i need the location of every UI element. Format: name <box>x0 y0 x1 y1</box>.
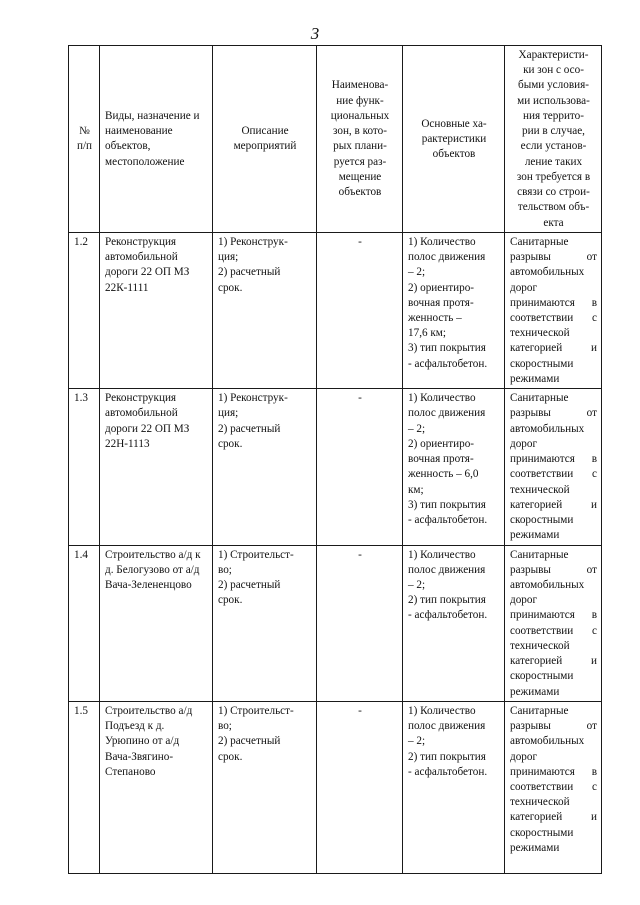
row-measures: 1) Строительст- во; 2) расчетный срок. <box>213 545 317 701</box>
row-number: 1.3 <box>69 389 100 545</box>
row-object: Реконструкция автомобильной дороги 22 ОП МЗ 22К-1111 <box>100 232 213 388</box>
row-special-zones: Санитарные разрывы от автомобильных дорог принимаются в соответствии с технической категорией и скоростными режимами <box>505 389 602 545</box>
row-zones: - <box>317 545 403 701</box>
row-characteristics: 1) Количество полос движения – 2; 2) ориентиро- вочная протя- женность – 6,0 км; 3) тип покрытия - асфальтобетон. <box>403 389 505 545</box>
header-zones: Наименова- ние функ- циональных зон, в кото- рых плани- руется раз- мещение объектов <box>317 46 403 233</box>
page-number: 3 <box>310 24 320 43</box>
planning-table <box>68 45 602 874</box>
row-measures: 1) Реконструк- ция; 2) расчетный срок. <box>213 389 317 545</box>
row-object: Строительство а/д Подъезд к д. Урюпино от а/д Вача-Звягино-Степаново <box>100 701 213 873</box>
header-measures: Описание мероприятий <box>213 46 317 233</box>
table-row <box>69 389 602 545</box>
table-row <box>69 701 602 873</box>
table-header-row <box>69 46 602 233</box>
row-special-zones: Санитарные разрывы от автомобильных дорог принимаются в соответствии с технической категорией и скоростными режимами <box>505 701 602 873</box>
row-measures: 1) Строительст- во; 2) расчетный срок. <box>213 701 317 873</box>
row-characteristics: 1) Количество полос движения – 2; 2) ориентиро- вочная протя- женность – 17,6 км; 3) тип покрытия - асфальтобетон. <box>403 232 505 388</box>
row-zones: - <box>317 701 403 873</box>
row-number: 1.2 <box>69 232 100 388</box>
header-characteristics: Основные ха- рактеристики объектов <box>403 46 505 233</box>
header-object: Виды, назначение и наименование объектов, местоположение <box>100 46 213 233</box>
row-number: 1.4 <box>69 545 100 701</box>
header-number: № п/п <box>69 46 100 233</box>
row-characteristics: 1) Количество полос движения – 2; 2) тип покрытия - асфальтобетон. <box>403 701 505 873</box>
row-special-zones: Санитарные разрывы от автомобильных дорог принимаются в соответствии с технической категорией и скоростными режимами <box>505 232 602 388</box>
row-special-zones: Санитарные разрывы от автомобильных дорог принимаются в соответствии с технической категорией и скоростными режимами <box>505 545 602 701</box>
table-row <box>69 232 602 388</box>
header-special-zones: Характеристи- ки зон с осо- быми условия- ми использова- ния террито- рии в случае, если установ- ление таких зон требуется в связи со строи- тельством объ- екта <box>505 46 602 233</box>
row-object: Строительство а/д к д. Белогузово от а/д Вача-Зелененцово <box>100 545 213 701</box>
table-row <box>69 545 602 701</box>
row-zones: - <box>317 232 403 388</box>
row-object: Реконструкция автомобильной дороги 22 ОП МЗ 22Н-1113 <box>100 389 213 545</box>
row-zones: - <box>317 389 403 545</box>
row-measures: 1) Реконструк- ция; 2) расчетный срок. <box>213 232 317 388</box>
row-characteristics: 1) Количество полос движения – 2; 2) тип покрытия - асфальтобетон. <box>403 545 505 701</box>
row-number: 1.5 <box>69 701 100 873</box>
